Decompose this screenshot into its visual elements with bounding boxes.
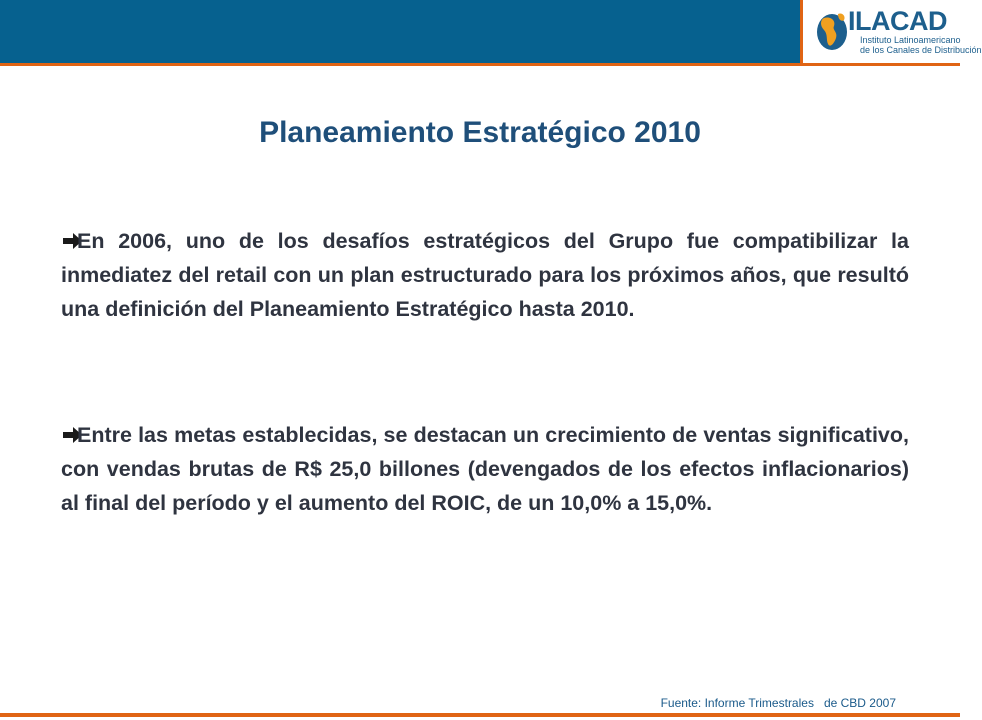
slide-title: Planeamiento Estratégico 2010 (259, 116, 701, 149)
source-note: Fuente: Informe Trimestrales de CBD 2007 (660, 696, 896, 710)
logo-subtitle-line2: de los Canales de Distribución (860, 45, 982, 55)
logo-subtitle-line1: Instituto Latinoamericano (860, 35, 961, 45)
bullet-paragraph-1 (61, 224, 909, 326)
bullet-text-2: Entre las metas establecidas, se destacan un crecimiento de ventas significativo, con vendas brutas de R$ 25,0 billones (devengados de los efectos inflacionarios) al final del período y el aumento del ROIC, de un 10,0% a 15,0%. (61, 423, 909, 515)
header-accent-line (0, 63, 960, 66)
header-bar (0, 0, 800, 63)
footer-accent-line (0, 713, 960, 717)
bullet-paragraph-2 (61, 418, 909, 520)
header-divider (800, 0, 803, 63)
ilacad-logo (812, 4, 982, 60)
bullet-text-1: En 2006, uno de los desafíos estratégicos del Grupo fue compatibilizar la inmediatez del retail con un plan estructurado para los próximos años, que resultó una definición del Planeamiento Estratégico hasta 2010. (61, 229, 909, 321)
logo-name: ILACAD (848, 6, 947, 36)
